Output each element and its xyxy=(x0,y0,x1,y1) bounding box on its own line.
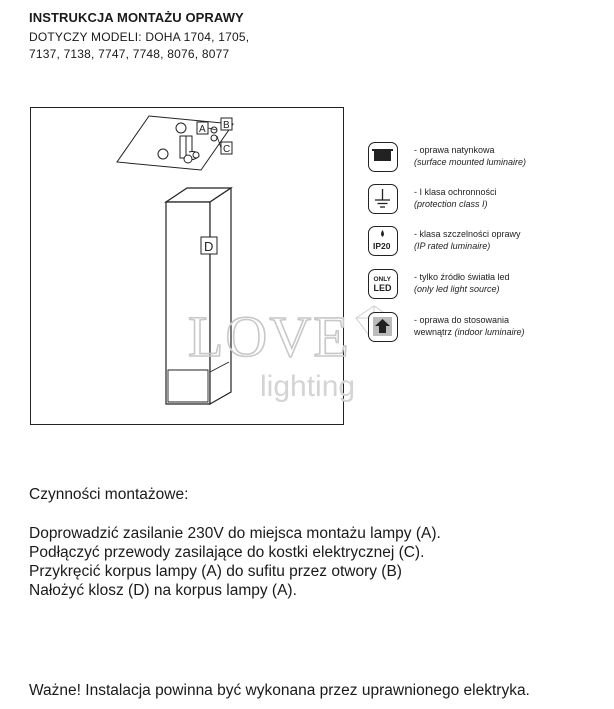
diamond-icon xyxy=(356,306,392,342)
only-led-icon xyxy=(368,269,398,299)
screw-hole-bottom xyxy=(158,149,168,159)
instructions-title: Czynności montażowe: xyxy=(29,486,189,503)
legend-indoor-pl2: wewnątrz xyxy=(414,327,453,337)
watermark-word-1: LOVE xyxy=(188,304,351,369)
step-1: Doprowadzić zasilanie 230V do miejsca montażu lampy (A). xyxy=(29,525,441,542)
surface-mount-icon xyxy=(368,142,398,172)
models-line-2: 7137, 7138, 7747, 7748, 8076, 8077 xyxy=(29,47,230,61)
label-c: C xyxy=(223,144,231,155)
step-4: Nałożyć klosz (D) na korpus lampy (A). xyxy=(29,582,297,599)
label-b: B xyxy=(223,120,230,131)
screw-hole-top xyxy=(176,123,186,133)
svg-text:LED: LED xyxy=(373,283,392,293)
legend-indoor-line-2 xyxy=(414,326,525,338)
watermark-word-2: lighting xyxy=(260,370,356,403)
legend-surface-pl: - oprawa natynkowa xyxy=(414,145,495,155)
legend-only-led-pl: - tylko źródło światła led xyxy=(414,272,510,282)
svg-text:ONLY: ONLY xyxy=(373,276,391,283)
legend-only-led-en: (only led light source) xyxy=(414,284,500,294)
legend-indoor-pl: - oprawa do stosowania xyxy=(414,315,510,325)
svg-text:IP20: IP20 xyxy=(373,241,391,251)
legend-class-i-en: (protection class I) xyxy=(414,199,488,209)
step-2: Podłączyć przewody zasilające do kostki elektrycznej (C). xyxy=(29,544,425,561)
important-note: Ważne! Instalacja powinna być wykonana przez uprawnionego elektryka. xyxy=(29,682,530,699)
legend-indoor-en: (indoor luminaire) xyxy=(454,327,525,337)
legend-surface-en: (surface mounted luminaire) xyxy=(414,157,527,167)
ip20-icon xyxy=(368,226,398,256)
legend-ip20-pl: - klasa szczelności oprawy xyxy=(414,229,521,239)
protection-class-i-icon xyxy=(368,184,398,214)
models-line-1: DOTYCZY MODELI: DOHA 1704, 1705, xyxy=(29,30,250,44)
step-3: Przykręcić korpus lampy (A) do sufitu przez otwory (B) xyxy=(29,563,402,580)
ceiling-plate xyxy=(117,116,233,170)
love-lighting-watermark xyxy=(178,296,418,406)
title: INSTRUKCJA MONTAŻU OPRAWY xyxy=(29,10,244,25)
legend-class-i-pl: - I klasa ochronności xyxy=(414,187,497,197)
legend-ip20-en: (IP rated luminaire) xyxy=(414,241,491,251)
label-a: A xyxy=(199,124,206,135)
label-d: D xyxy=(204,239,214,254)
